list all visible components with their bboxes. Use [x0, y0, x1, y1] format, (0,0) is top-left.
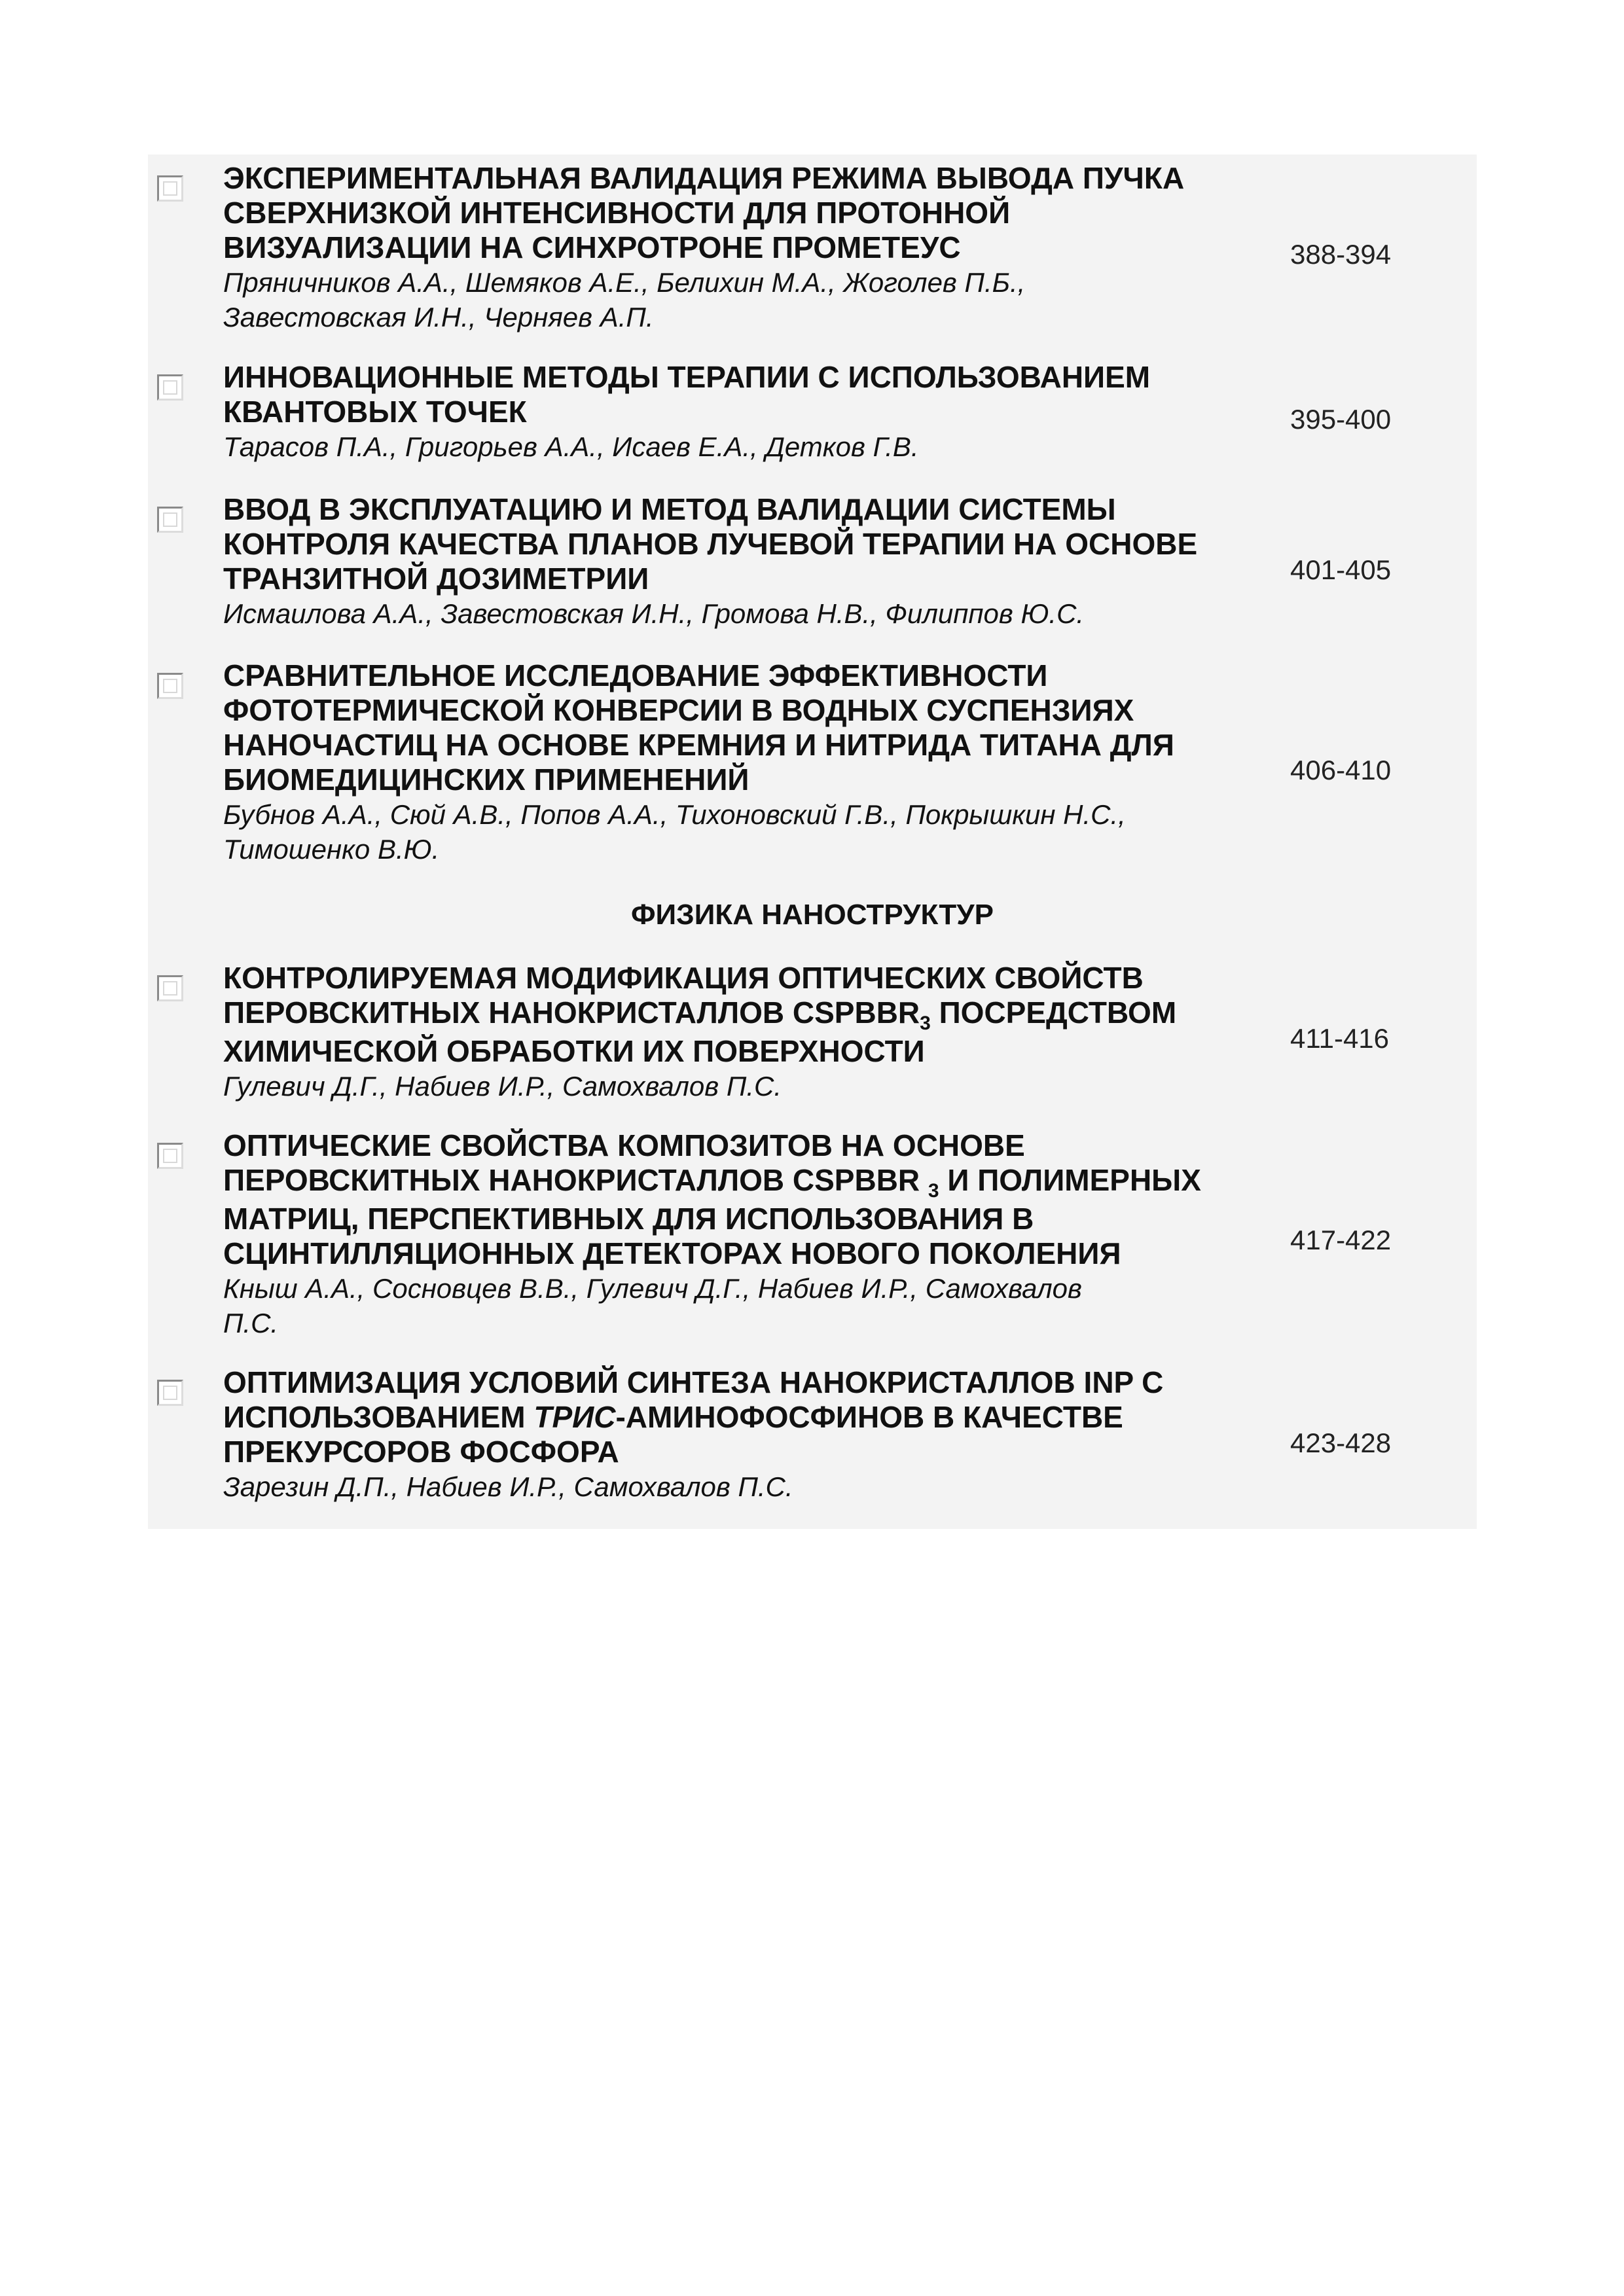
- article-title-line[interactable]: ОПТИМИЗАЦИЯ УСЛОВИЙ СИНТЕЗА НАНОКРИСТАЛЛОВ INP С: [223, 1365, 1164, 1399]
- article-title-line[interactable]: ПЕРОВСКИТНЫХ НАНОКРИСТАЛЛОВ CSPBBR $_3$ И ПОЛИМЕРНЫХ: [223, 1163, 1201, 1202]
- select-checkbox[interactable]: [157, 507, 183, 533]
- article-title-line[interactable]: ПЕРОВСКИТНЫХ НАНОКРИСТАЛЛОВ $CSPBBR_3$ ПОСРЕДСТВОМ: [223, 996, 1177, 1034]
- page-range: 401-405: [1290, 554, 1392, 585]
- article-text: [223, 360, 1375, 464]
- page-range: 395-400: [1290, 404, 1392, 435]
- article-title-line[interactable]: БИОМЕДИЦИНСКИХ ПРИМЕНЕНИЙ: [223, 762, 749, 797]
- article-title-line[interactable]: ТРАНЗИТНОЙ ДОЗИМЕТРИИ: [223, 562, 649, 596]
- page-range: 417-422: [1290, 1225, 1392, 1255]
- article-authors-line: П.С.: [223, 1308, 279, 1338]
- article-authors-line: Завестовская И.Н., Черняев А.П.: [223, 302, 654, 332]
- article-authors-line: Исмаилова А.А., Завестовская И.Н., Громова Н.В., Филиппов Ю.С.: [223, 598, 1085, 629]
- select-checkbox[interactable]: [157, 1380, 183, 1406]
- article-text: [223, 1365, 1375, 1504]
- article-title-line[interactable]: ВИЗУАЛИЗАЦИИ НА СИНХРОТРОНЕ ПРОМЕТЕУС: [223, 230, 961, 264]
- article-title-line[interactable]: НАНОЧАСТИЦ НА ОСНОВЕ КРЕМНИЯ И НИТРИДА ТИТАНА ДЛЯ: [223, 728, 1174, 762]
- article-text: [223, 1128, 1375, 1340]
- article-title-line[interactable]: СРАВНИТЕЛЬНОЕ ИССЛЕДОВАНИЕ ЭФФЕКТИВНОСТИ: [223, 658, 1048, 692]
- article-authors-line: Тимошенко В.Ю.: [223, 834, 440, 865]
- article-title-line[interactable]: КОНТРОЛИРУЕМАЯ МОДИФИКАЦИЯ ОПТИЧЕСКИХ СВОЙСТВ: [223, 961, 1144, 995]
- article-title-line[interactable]: ФОТОТЕРМИЧЕСКОЙ КОНВЕРСИИ В ВОДНЫХ СУСПЕНЗИЯХ: [223, 693, 1134, 727]
- article-title-line[interactable]: КОНТРОЛЯ КАЧЕСТВА ПЛАНОВ ЛУЧЕВОЙ ТЕРАПИИ НА ОСНОВЕ: [223, 527, 1198, 561]
- article-title-line[interactable]: СВЕРХНИЗКОЙ ИНТЕНСИВНОСТИ ДЛЯ ПРОТОННОЙ: [223, 196, 1011, 230]
- article-title-line[interactable]: ИННОВАЦИОННЫЕ МЕТОДЫ ТЕРАПИИ С ИСПОЛЬЗОВАНИЕМ: [223, 360, 1151, 394]
- section-heading: ФИЗИКА НАНОСТРУКТУР: [630, 899, 994, 931]
- article-authors-line: Пряничников А.А., Шемяков А.Е., Белихин М.А., Жоголев П.Б.,: [223, 267, 1026, 298]
- page-range: 406-410: [1290, 755, 1392, 785]
- select-checkbox[interactable]: [157, 975, 183, 1001]
- article-title-line[interactable]: СЦИНТИЛЛЯЦИОННЫХ ДЕТЕКТОРАХ НОВОГО ПОКОЛЕНИЯ: [223, 1236, 1121, 1270]
- article-title-line[interactable]: ЭКСПЕРИМЕНТАЛЬНАЯ ВАЛИДАЦИЯ РЕЖИМА ВЫВОДА ПУЧКА: [223, 161, 1185, 195]
- contents-panel: [148, 154, 1477, 1529]
- article-title-line[interactable]: ОПТИЧЕСКИЕ СВОЙСТВА КОМПОЗИТОВ НА ОСНОВЕ: [223, 1128, 1025, 1162]
- article-text: [223, 961, 1375, 1103]
- italic-term: ТРИС: [533, 1400, 616, 1434]
- article-title-line[interactable]: МАТРИЦ, ПЕРСПЕКТИВНЫХ ДЛЯ ИСПОЛЬЗОВАНИЯ В: [223, 1202, 1034, 1236]
- formula-subscript: 3: [928, 1180, 939, 1202]
- select-checkbox[interactable]: [157, 1143, 183, 1169]
- article-authors-line: Бубнов А.А., Сюй А.В., Попов А.А., Тихоновский Г.В., Покрышкин Н.С.,: [223, 799, 1126, 830]
- select-checkbox[interactable]: [157, 374, 183, 401]
- formula-subscript: 3: [920, 1013, 931, 1034]
- select-checkbox[interactable]: [157, 673, 183, 699]
- article-title-line[interactable]: ПРЕКУРСОРОВ ФОСФОРА: [223, 1435, 619, 1469]
- page-range: 388-394: [1290, 239, 1392, 270]
- article-text: [223, 492, 1375, 631]
- select-checkbox[interactable]: [157, 175, 183, 202]
- article-authors-line: Тарасов П.А., Григорьев А.А., Исаев Е.А., Детков Г.В.: [223, 431, 919, 462]
- article-authors-line: Зарезин Д.П., Набиев И.Р., Самохвалов П.С.: [223, 1471, 793, 1502]
- article-text: [223, 658, 1375, 867]
- article-authors-line: Гулевич Д.Г., Набиев И.Р., Самохвалов П.С.: [223, 1071, 782, 1102]
- page-range: 411-416: [1290, 1023, 1390, 1054]
- article-title-line[interactable]: ВВОД В ЭКСПЛУАТАЦИЮ И МЕТОД ВАЛИДАЦИИ СИСТЕМЫ: [223, 492, 1116, 526]
- article-title-line[interactable]: КВАНТОВЫХ ТОЧЕК: [223, 395, 527, 429]
- article-text: [223, 161, 1375, 334]
- article-authors-line: Кныш А.А., Сосновцев В.В., Гулевич Д.Г., Набиев И.Р., Самохвалов: [223, 1273, 1082, 1304]
- article-title-line[interactable]: ХИМИЧЕСКОЙ ОБРАБОТКИ ИХ ПОВЕРХНОСТИ: [223, 1034, 925, 1068]
- article-title-line[interactable]: ИСПОЛЬЗОВАНИЕМ ТРИС-АМИНОФОСФИНОВ В КАЧЕСТВЕ: [223, 1400, 1123, 1434]
- page-range: 423-428: [1290, 1427, 1392, 1458]
